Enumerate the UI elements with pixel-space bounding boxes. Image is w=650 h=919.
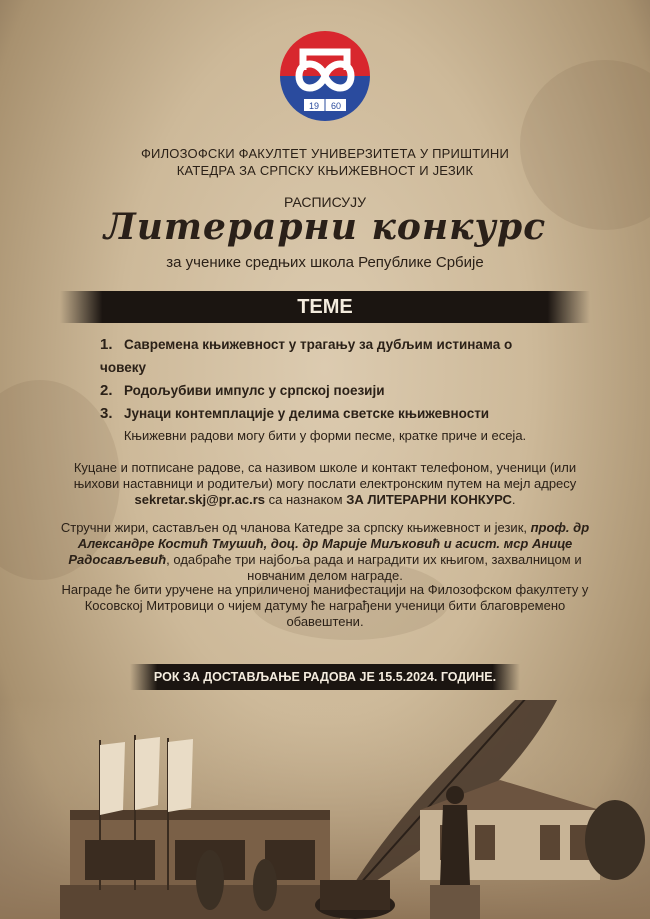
page-title: Литерарни конкурс (103, 206, 547, 248)
email-address: sekretar.skj@pr.ac.rs (134, 492, 265, 507)
theme-number: 3. (100, 405, 113, 422)
inkwell (315, 880, 395, 919)
page-subtitle: за ученике средњих школа Републике Србије (166, 254, 484, 271)
announce-text: РАСПИСУЈУ (283, 194, 367, 210)
jury-text: Стручни жири, састављен од чланова Катедре за српску књижевност и језик, (60, 520, 531, 535)
institution-line-1: ФИЛОЗОФСКИ ФАКУЛТЕТ УНИВЕРЗИТЕТА У ПРИШТИНИ (140, 146, 510, 161)
theme-text: Родољубиви импулс у српској поезији (124, 383, 385, 398)
logo-year-right: 60 (330, 101, 342, 111)
submission-mark: ЗА ЛИТЕРАРНИ КОНКУРС (346, 492, 512, 507)
theme-text: Јунаци контемплације у делима светске књижевности (124, 406, 490, 421)
format-paragraph: Књижевни радови могу бити у форми песме, кратке приче и есеја. (123, 428, 527, 443)
theme-item (100, 379, 560, 402)
themes-list (100, 333, 560, 425)
theme-number: 2. (100, 382, 113, 399)
theme-text: Савремена књижевност у трагању за дубљим истинама о човеку (100, 337, 513, 375)
deadline-banner: РОК ЗА ДОСТАВЉАЊЕ РАДОВА ЈЕ 15.5.2024. ГОДИНЕ. (130, 664, 520, 690)
themes-heading: ТЕМЕ (60, 291, 590, 323)
faculty-logo (279, 30, 371, 122)
theme-item (100, 333, 560, 379)
submission-text-2: са назнаком (265, 492, 347, 507)
theme-item (100, 402, 560, 425)
institution-line-2: КАТЕДРА ЗА СРПСКУ КЊИЖЕВНОСТ И ЈЕЗИК (176, 163, 474, 178)
awards-paragraph: Награде ће бити уручене на уприличеној манифестацији на Филозофском факултету у Косовској Митровици о чијем датуму ће награђени ученици бити благовремено обавештени. (61, 582, 589, 629)
campus-scene-illustration (0, 700, 650, 919)
theme-number: 1. (100, 336, 113, 353)
submission-text: Куцане и потписане радове, са називом школе и контакт телефоном, ученици (или њихови наставници и родитељи) могу послати електронским путем на мејл адресу (73, 460, 577, 491)
institution-heading (0, 145, 650, 179)
submission-end: . (511, 492, 516, 507)
submission-paragraph (60, 460, 590, 508)
jury-paragraph (60, 520, 590, 584)
logo-year-left: 19 (308, 101, 320, 111)
jury-names: проф. др Александре Костић Тмушић, доц. др Марије Миљковић и асист. мср Анице Радосављевић (68, 520, 590, 567)
jury-text-2: , одабраће три најбоља рада и наградити их књигом, захвалницом и новчаним делом награде. (166, 552, 582, 583)
